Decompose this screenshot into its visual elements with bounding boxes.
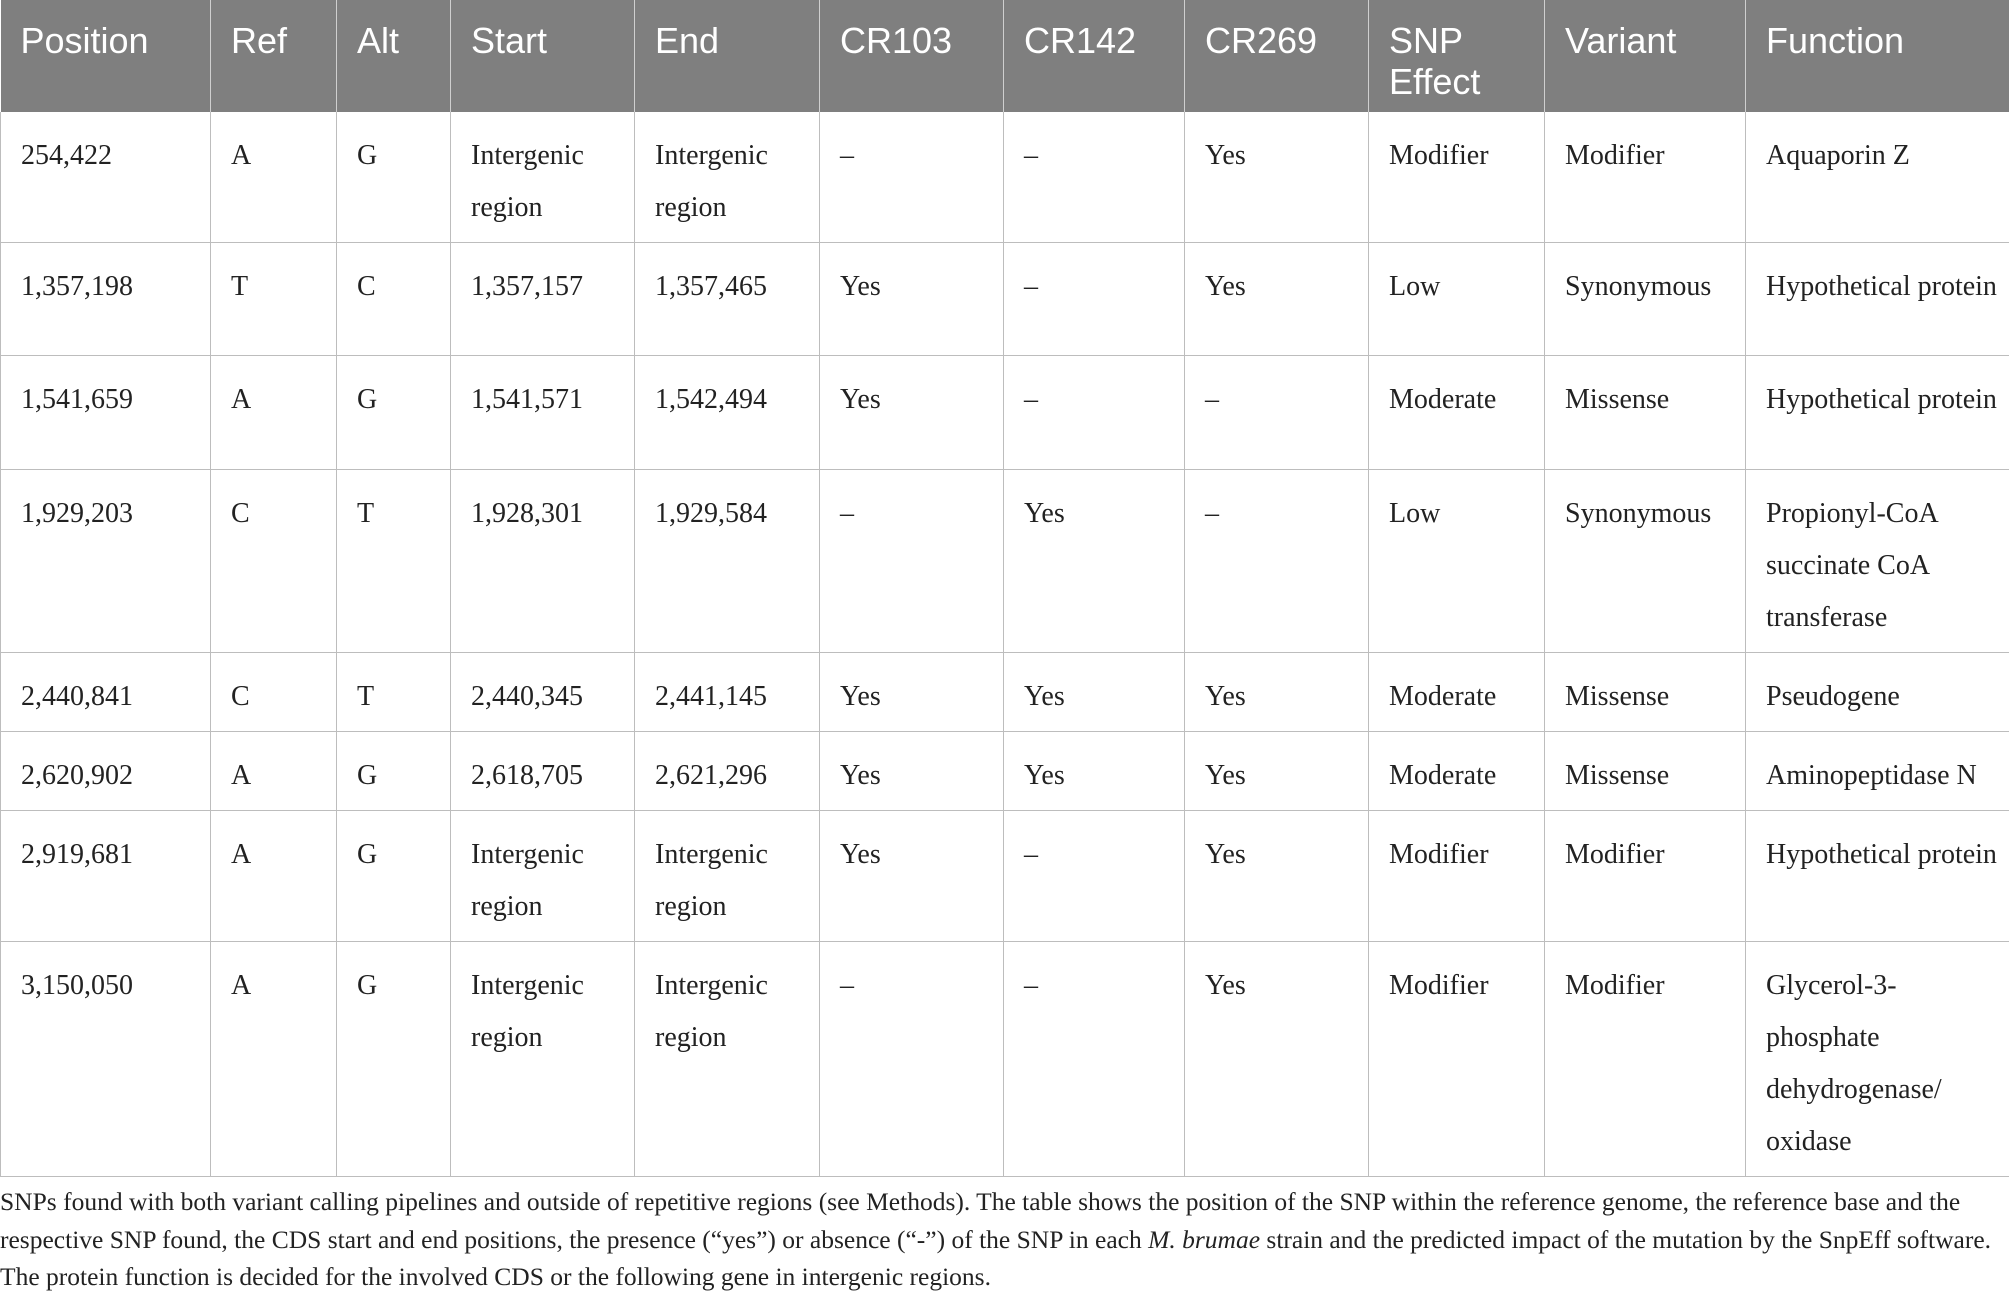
cell-variant: Modifier bbox=[1545, 942, 1746, 1177]
header-ref: Ref bbox=[211, 0, 337, 112]
cell-start: 1,541,571 bbox=[451, 356, 635, 470]
cell-end: Intergenic region bbox=[635, 112, 820, 243]
cell-snp-effect: Modifier bbox=[1369, 942, 1545, 1177]
header-cr142: CR142 bbox=[1004, 0, 1185, 112]
table-row bbox=[1, 243, 2009, 356]
cell-alt: G bbox=[337, 356, 451, 470]
cell-end: 1,357,465 bbox=[635, 243, 820, 356]
cell-function: Pseudogene bbox=[1746, 653, 2009, 732]
header-cr269: CR269 bbox=[1185, 0, 1369, 112]
cell-position: 1,541,659 bbox=[1, 356, 211, 470]
cell-start: 2,618,705 bbox=[451, 732, 635, 811]
cell-snp-effect: Modifier bbox=[1369, 112, 1545, 243]
cell-cr142: – bbox=[1004, 112, 1185, 243]
cell-cr142: – bbox=[1004, 811, 1185, 942]
table-row bbox=[1, 112, 2009, 243]
cell-function: Propionyl-CoA succinate CoA transferase bbox=[1746, 470, 2009, 653]
cell-start: 1,357,157 bbox=[451, 243, 635, 356]
cell-ref: C bbox=[211, 470, 337, 653]
table-row bbox=[1, 356, 2009, 470]
header-variant: Variant bbox=[1545, 0, 1746, 112]
cell-cr103: Yes bbox=[820, 243, 1004, 356]
cell-cr103: – bbox=[820, 470, 1004, 653]
cell-alt: G bbox=[337, 112, 451, 243]
cell-cr269: – bbox=[1185, 470, 1369, 653]
header-snp-effect: SNP Effect bbox=[1369, 0, 1545, 112]
cell-ref: C bbox=[211, 653, 337, 732]
cell-alt: G bbox=[337, 811, 451, 942]
cell-ref: A bbox=[211, 356, 337, 470]
table-row bbox=[1, 732, 2009, 811]
cell-cr142: – bbox=[1004, 243, 1185, 356]
table-row bbox=[1, 470, 2009, 653]
cell-cr142: – bbox=[1004, 942, 1185, 1177]
cell-ref: T bbox=[211, 243, 337, 356]
cell-ref: A bbox=[211, 942, 337, 1177]
cell-function: Hypothetical protein bbox=[1746, 356, 2009, 470]
cell-start: 1,928,301 bbox=[451, 470, 635, 653]
cell-snp-effect: Moderate bbox=[1369, 653, 1545, 732]
cell-alt: G bbox=[337, 732, 451, 811]
cell-variant: Missense bbox=[1545, 732, 1746, 811]
cell-cr142: – bbox=[1004, 356, 1185, 470]
cell-position: 2,440,841 bbox=[1, 653, 211, 732]
cell-position: 254,422 bbox=[1, 112, 211, 243]
cell-cr103: Yes bbox=[820, 356, 1004, 470]
header-end: End bbox=[635, 0, 820, 112]
table-row bbox=[1, 653, 2009, 732]
cell-start: 2,440,345 bbox=[451, 653, 635, 732]
cell-function: Hypothetical protein bbox=[1746, 811, 2009, 942]
caption-species-name: M. brumae bbox=[1148, 1225, 1260, 1254]
cell-end: Intergenic region bbox=[635, 811, 820, 942]
cell-cr269: Yes bbox=[1185, 942, 1369, 1177]
caption-text-end: strain and the predicted impact of the mutation by the SnpEff software. The protein function is decided for the involved CDS or the following gene in intergenic regions. bbox=[0, 1225, 1991, 1292]
cell-variant: Synonymous bbox=[1545, 243, 1746, 356]
cell-alt: C bbox=[337, 243, 451, 356]
cell-ref: A bbox=[211, 112, 337, 243]
cell-cr103: Yes bbox=[820, 811, 1004, 942]
cell-cr142: Yes bbox=[1004, 732, 1185, 811]
cell-alt: T bbox=[337, 470, 451, 653]
caption-text-start: SNPs found with both variant calling pipelines and outside of repetitive regions (see Methods). The table shows the position of the SNP within the reference genome, the reference base and the respective SNP found, the CDS start and end positions, the presence (“yes”) or absence (“-”) of the SNP in each bbox=[0, 1187, 1960, 1254]
cell-start: Intergenic region bbox=[451, 112, 635, 243]
cell-function: Glycerol-3-phosphate dehydrogenase/ oxidase bbox=[1746, 942, 2009, 1177]
cell-ref: A bbox=[211, 811, 337, 942]
cell-variant: Missense bbox=[1545, 356, 1746, 470]
cell-end: 1,929,584 bbox=[635, 470, 820, 653]
cell-variant: Synonymous bbox=[1545, 470, 1746, 653]
cell-cr142: Yes bbox=[1004, 470, 1185, 653]
cell-cr269: Yes bbox=[1185, 811, 1369, 942]
cell-cr269: Yes bbox=[1185, 732, 1369, 811]
cell-ref: A bbox=[211, 732, 337, 811]
cell-start: Intergenic region bbox=[451, 942, 635, 1177]
cell-alt: T bbox=[337, 653, 451, 732]
cell-end: 2,441,145 bbox=[635, 653, 820, 732]
header-position: Position bbox=[1, 0, 211, 112]
cell-end: 2,621,296 bbox=[635, 732, 820, 811]
cell-cr269: Yes bbox=[1185, 653, 1369, 732]
cell-cr103: Yes bbox=[820, 653, 1004, 732]
cell-cr103: – bbox=[820, 942, 1004, 1177]
cell-function: Aquaporin Z bbox=[1746, 112, 2009, 243]
cell-cr103: – bbox=[820, 112, 1004, 243]
cell-position: 2,919,681 bbox=[1, 811, 211, 942]
table-caption bbox=[0, 1177, 2009, 1296]
cell-start: Intergenic region bbox=[451, 811, 635, 942]
header-start: Start bbox=[451, 0, 635, 112]
cell-snp-effect: Low bbox=[1369, 470, 1545, 653]
cell-snp-effect: Low bbox=[1369, 243, 1545, 356]
cell-position: 1,357,198 bbox=[1, 243, 211, 356]
cell-position: 3,150,050 bbox=[1, 942, 211, 1177]
cell-position: 2,620,902 bbox=[1, 732, 211, 811]
cell-snp-effect: Moderate bbox=[1369, 732, 1545, 811]
cell-snp-effect: Modifier bbox=[1369, 811, 1545, 942]
header-row bbox=[1, 0, 2009, 112]
cell-cr103: Yes bbox=[820, 732, 1004, 811]
cell-cr269: Yes bbox=[1185, 243, 1369, 356]
cell-function: Aminopeptidase N bbox=[1746, 732, 2009, 811]
cell-variant: Missense bbox=[1545, 653, 1746, 732]
cell-end: Intergenic region bbox=[635, 942, 820, 1177]
table-row bbox=[1, 811, 2009, 942]
cell-alt: G bbox=[337, 942, 451, 1177]
cell-variant: Modifier bbox=[1545, 112, 1746, 243]
cell-position: 1,929,203 bbox=[1, 470, 211, 653]
cell-cr269: Yes bbox=[1185, 112, 1369, 243]
table-row bbox=[1, 942, 2009, 1177]
cell-snp-effect: Moderate bbox=[1369, 356, 1545, 470]
cell-cr142: Yes bbox=[1004, 653, 1185, 732]
header-cr103: CR103 bbox=[820, 0, 1004, 112]
header-alt: Alt bbox=[337, 0, 451, 112]
cell-cr269: – bbox=[1185, 356, 1369, 470]
cell-variant: Modifier bbox=[1545, 811, 1746, 942]
cell-end: 1,542,494 bbox=[635, 356, 820, 470]
cell-function: Hypothetical protein bbox=[1746, 243, 2009, 356]
header-function: Function bbox=[1746, 0, 2009, 112]
